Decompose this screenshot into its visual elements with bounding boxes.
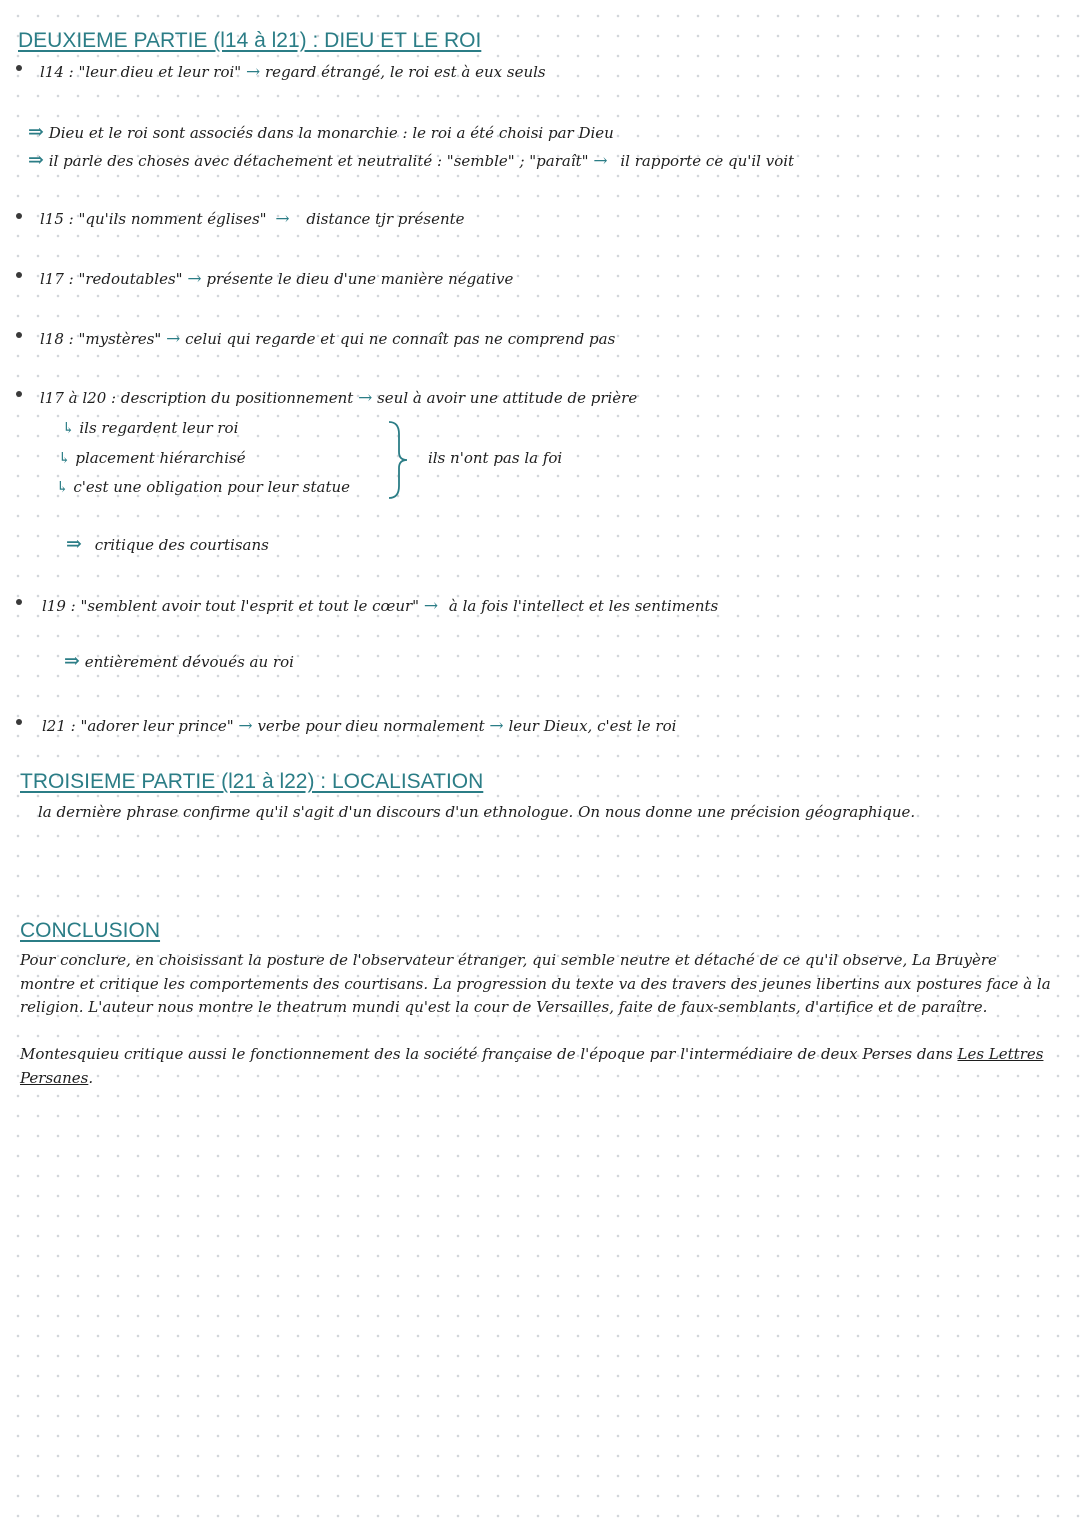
sub-item-text: placement hiérarchisé	[75, 449, 246, 467]
arrow-icon: →	[245, 62, 261, 82]
arrow-icon: →	[238, 716, 253, 736]
sub-item	[62, 418, 238, 438]
l21-quote: l21 : "adorer leur prince"	[42, 717, 234, 735]
hook-arrow-icon: ↳	[56, 478, 69, 496]
l19-quote: l19 : "semblent avoir tout l'esprit et tout le cœur"	[42, 597, 420, 615]
l17-note: présente le dieu d'une manière négative	[206, 270, 514, 288]
l21-line	[42, 716, 676, 736]
l15-line	[40, 209, 465, 229]
l17-quote: l17 : "redoutables"	[40, 270, 183, 288]
sub-item-text: ils regardent leur roi	[79, 419, 239, 437]
bullet	[16, 332, 22, 338]
conclusion-paragraph-2	[20, 1043, 1055, 1090]
conclusion-text: Dieu et le roi sont associés dans la monarchie : le roi a été choisi par Dieu	[48, 124, 614, 142]
hook-arrow-icon: ↳	[62, 419, 75, 437]
book-title: Les Lettres Persanes	[20, 1045, 1044, 1087]
l17-20-conclusion	[66, 534, 269, 555]
section3-title: TROISIEME PARTIE (l21 à l22) : LOCALISATION	[20, 770, 484, 793]
l18-line	[40, 329, 615, 349]
l15-note: distance tjr présente	[306, 210, 465, 228]
l14-line	[40, 62, 546, 82]
double-arrow-icon: ⇒	[28, 149, 44, 171]
bullet	[16, 65, 22, 71]
double-arrow-icon: ⇒	[28, 121, 44, 143]
conclusion-paragraph-2-text: Montesquieu critique aussi le fonctionnement des la société française de l'époque par l'intermédiaire de deux Perses dans	[20, 1045, 958, 1063]
section3-text: la dernière phrase confirme qu'il s'agit d'un discours d'un ethnologue. On nous donne une précision géographique.	[38, 803, 916, 821]
arrow-icon: →	[187, 269, 202, 289]
double-arrow-icon: ⇒	[66, 533, 82, 555]
arrow-icon: →	[358, 388, 373, 408]
conclusion-note: il rapporte ce qu'il voit	[620, 152, 795, 170]
conclusion-text: entièrement dévoués au roi	[84, 653, 294, 671]
conclusion-line-2	[28, 150, 794, 171]
sub-item-text: c'est une obligation pour leur statue	[73, 478, 351, 496]
conclusion-text: il parle des choses avec détachement et neutralité : "semble" ; "paraît"	[48, 152, 589, 170]
bullet	[16, 391, 22, 397]
arrow-icon: →	[275, 209, 290, 229]
sub-item	[58, 448, 246, 468]
arrow-icon: →	[166, 329, 181, 349]
sub-item	[56, 477, 350, 497]
curly-brace-icon	[385, 420, 425, 500]
arrow-icon: →	[423, 596, 439, 616]
bullet	[16, 213, 22, 219]
l19-line	[42, 596, 718, 616]
conclusion-paragraph-2-end: .	[88, 1068, 94, 1087]
l14-quote: l14 : "leur dieu et leur roi"	[40, 63, 242, 81]
arrow-icon: →	[489, 716, 504, 736]
bullet	[16, 719, 22, 725]
conclusion-text: critique des courtisans	[94, 536, 269, 554]
section2-title: DEUXIEME PARTIE (l14 à l21) : DIEU ET LE ROI	[18, 29, 482, 52]
l21-note-2: leur Dieux, c'est le roi	[508, 717, 677, 735]
l17-line	[40, 269, 513, 289]
conclusion-title: CONCLUSION	[20, 919, 161, 942]
l17-20-quote: l17 à l20 : description du positionnement	[40, 389, 354, 407]
bullet	[16, 599, 22, 605]
l18-quote: l18 : "mystères"	[40, 330, 162, 348]
l18-note: celui qui regarde et qui ne connaît pas ne comprend pas	[185, 330, 616, 348]
l19-conclusion	[64, 651, 294, 672]
l15-quote: l15 : "qu'ils nomment églises"	[40, 210, 267, 228]
double-arrow-icon: ⇒	[64, 650, 80, 672]
l21-note-1: verbe pour dieu normalement	[257, 717, 485, 735]
conclusion-line-1	[28, 122, 614, 143]
bullet	[16, 272, 22, 278]
conclusion-paragraph-1: Pour conclure, en choisissant la posture de l'observateur étranger, qui semble neutre et détaché de ce qu'il observe, La Bruyère montre et critique les comportements des courtisans. La progression du texte va des travers des jeunes libertins aux postures face à la religion. L'auteur nous montre le theatrum mundi qu'est la cour de Versailles, faite de faux-semblants, d'artifice et de paraître.	[20, 951, 1051, 1016]
arrow-icon: →	[593, 151, 608, 171]
l19-note: à la fois l'intellect et les sentiments	[448, 597, 719, 615]
l14-note: regard étrangé, le roi est à eux seuls	[265, 63, 546, 81]
l17-20-note: seul à avoir une attitude de prière	[377, 389, 638, 407]
l17-20-line	[40, 388, 637, 408]
brace-note: ils n'ont pas la foi	[428, 449, 563, 467]
hook-arrow-icon: ↳	[58, 449, 71, 467]
